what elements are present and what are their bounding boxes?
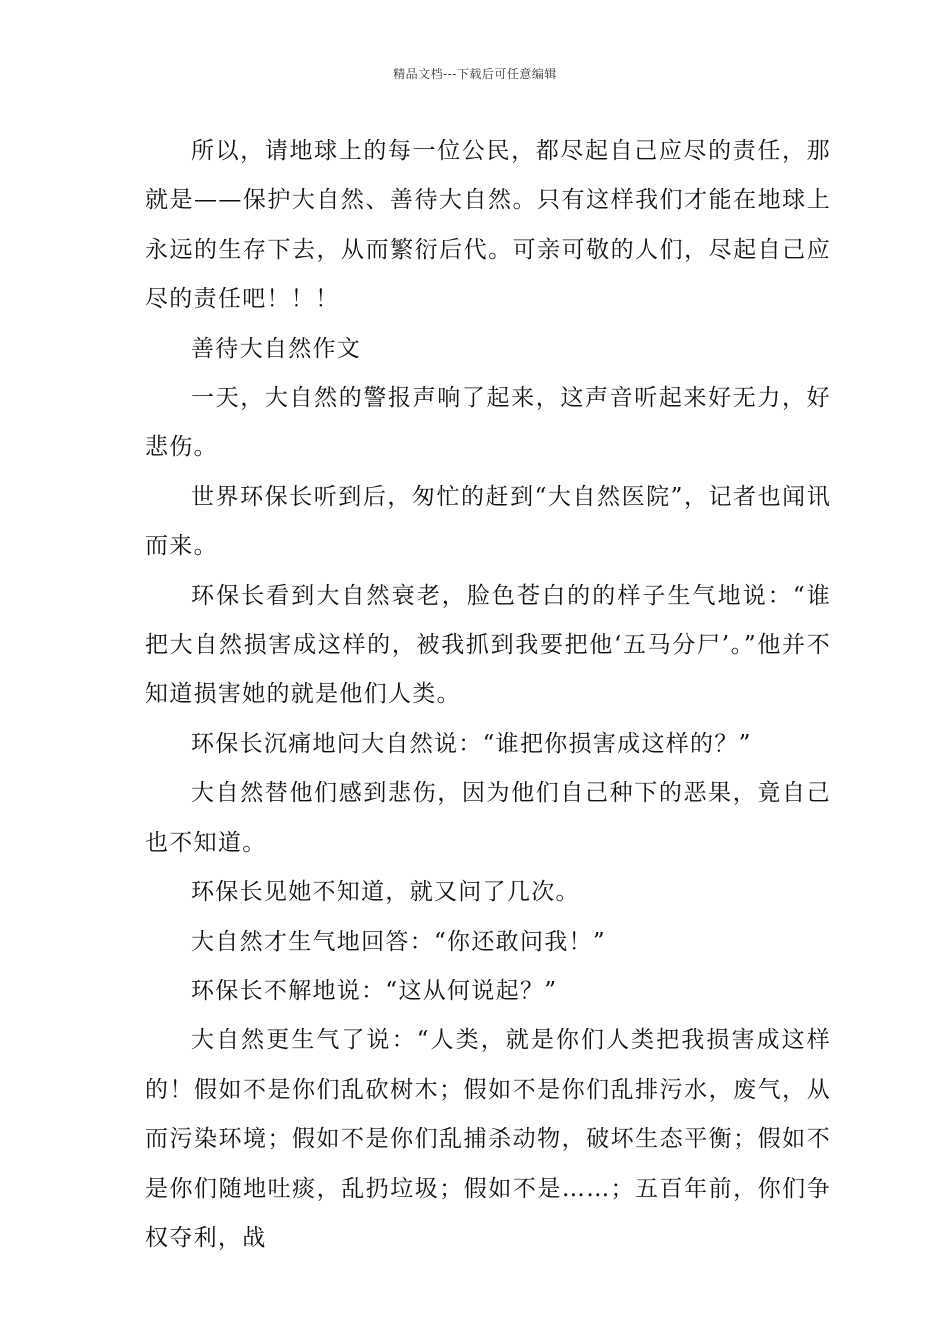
paragraph-10: 大自然更生气了说：“人类，就是你们人类把我损害成这样的！假如不是你们乱砍树木；假如不是你们乱排污水，废气，从而污染环境；假如不是你们乱捕杀动物，破坏生态平衡；假如不是你们随地吐痰，乱扔垃圾；假如不是……；五百年前，你们争权夺利，战 — [145, 1027, 831, 1251]
paragraph-7: 环保长见她不知道，就又问了几次。 — [191, 879, 580, 906]
paragraph-9: 环保长不解地说：“这从何说起？” — [191, 977, 558, 1004]
paragraph-1: 所以，请地球上的每一位公民，都尽起自己应尽的责任，那就是——保护大自然、善待大自然。只有这样我们才能在地球上永远的生存下去，从而繁衍后代。可亲可敬的人们，尽起自己应尽的责任吧！！！ — [145, 138, 831, 313]
paragraph-8: 大自然才生气地回答：“你还敢问我！” — [191, 928, 606, 955]
paragraph-2: 一天，大自然的警报声响了起来，这声音听起来好无力，好悲伤。 — [145, 385, 831, 461]
paragraph-6: 大自然替他们感到悲伤，因为他们自己种下的恶果，竟自己也不知道。 — [145, 780, 831, 856]
essay-title: 善待大自然作文 — [191, 335, 362, 362]
paragraph-5: 环保长沉痛地问大自然说：“谁把你损害成这样的？” — [191, 730, 752, 757]
page-header: 精品文档---下载后可任意编辑 — [393, 67, 557, 81]
paragraph-4: 环保长看到大自然衰老，脸色苍白的的样子生气地说：“谁把大自然损害成这样的，被我抓到我要把他‘五马分尸’。”他并不知道损害她的就是他们人类。 — [145, 582, 831, 708]
document-body — [145, 127, 831, 1263]
paragraph-3: 世界环保长听到后，匆忙的赶到“大自然医院”，记者也闻讯而来。 — [145, 483, 831, 560]
